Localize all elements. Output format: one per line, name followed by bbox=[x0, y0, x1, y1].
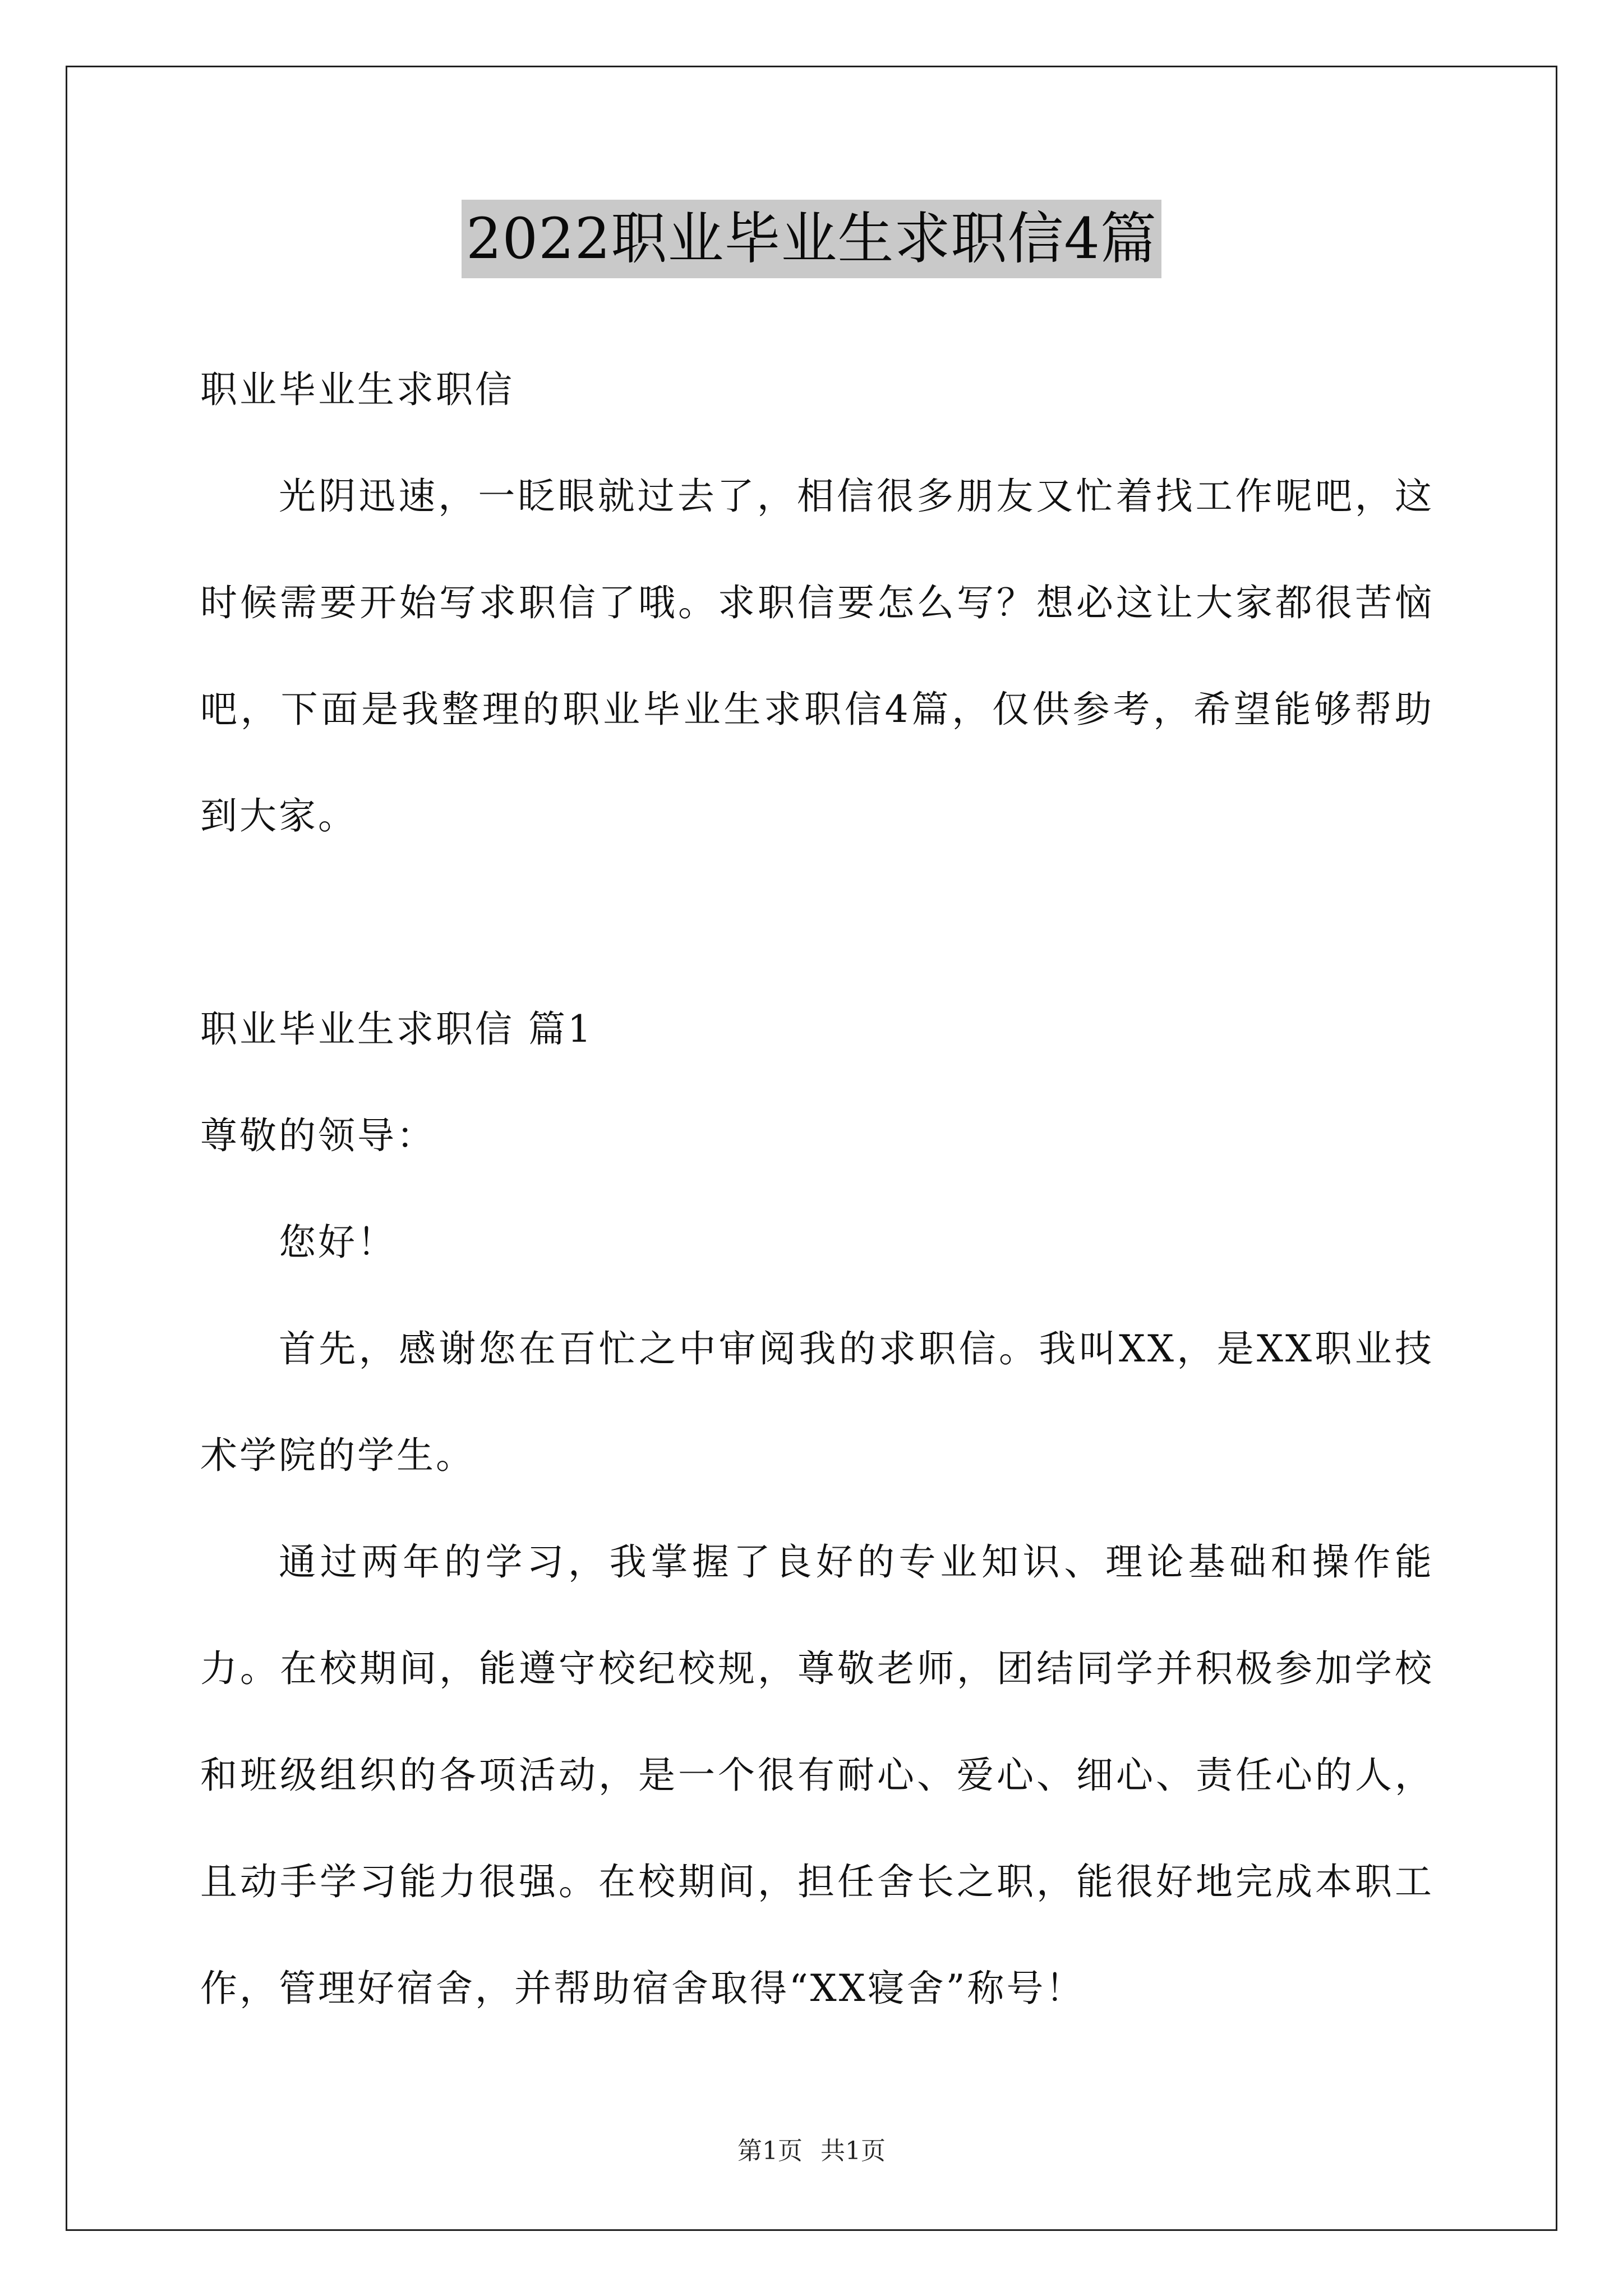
salutation: 尊敬的领导： bbox=[200, 1114, 436, 1157]
document-title: 2022职业毕业生求职信4篇 bbox=[462, 200, 1161, 278]
section-heading: 职业毕业生求职信 篇1 bbox=[200, 1007, 593, 1051]
intro-paragraph: 光阴迅速，一眨眼就过去了，相信很多朋友又忙着找工作呢吧，这时候需要开始写求职信了哦。求职信要怎么写？想必这让大家都很苦恼吧，下面是我整理的职业毕业生求职信4篇，仅供参考，希望能够帮助到大家。 bbox=[200, 475, 1434, 838]
body-paragraph: 首先，感谢您在百忙之中审阅我的求职信。我叫XX，是XX职业技术学院的学生。 bbox=[200, 1327, 1434, 1477]
body-paragraph: 通过两年的学习，我掌握了良好的专业知识、理论基础和操作能力。在校期间，能遵守校纪校规，尊敬老师，团结同学并积极参加学校和班级组织的各项活动，是一个很有耐心、爱心、细心、责任心的人，且动手学习能力很强。在校期间，担任舍长之职，能很好地完成本职工作，管理好宿舍，并帮助宿舍取得“XX寝舍”称号！ bbox=[200, 1540, 1434, 2010]
page-number: 第1页 bbox=[737, 2137, 803, 2165]
page-count: 共1页 bbox=[820, 2137, 886, 2165]
page-footer bbox=[0, 2134, 1623, 2168]
document-heading: 职业毕业生求职信 bbox=[200, 368, 514, 411]
greeting: 您好！ bbox=[279, 1221, 396, 1264]
paragraph-spacer bbox=[200, 869, 1434, 976]
document-body bbox=[200, 337, 1434, 2042]
title-container bbox=[0, 200, 1623, 278]
